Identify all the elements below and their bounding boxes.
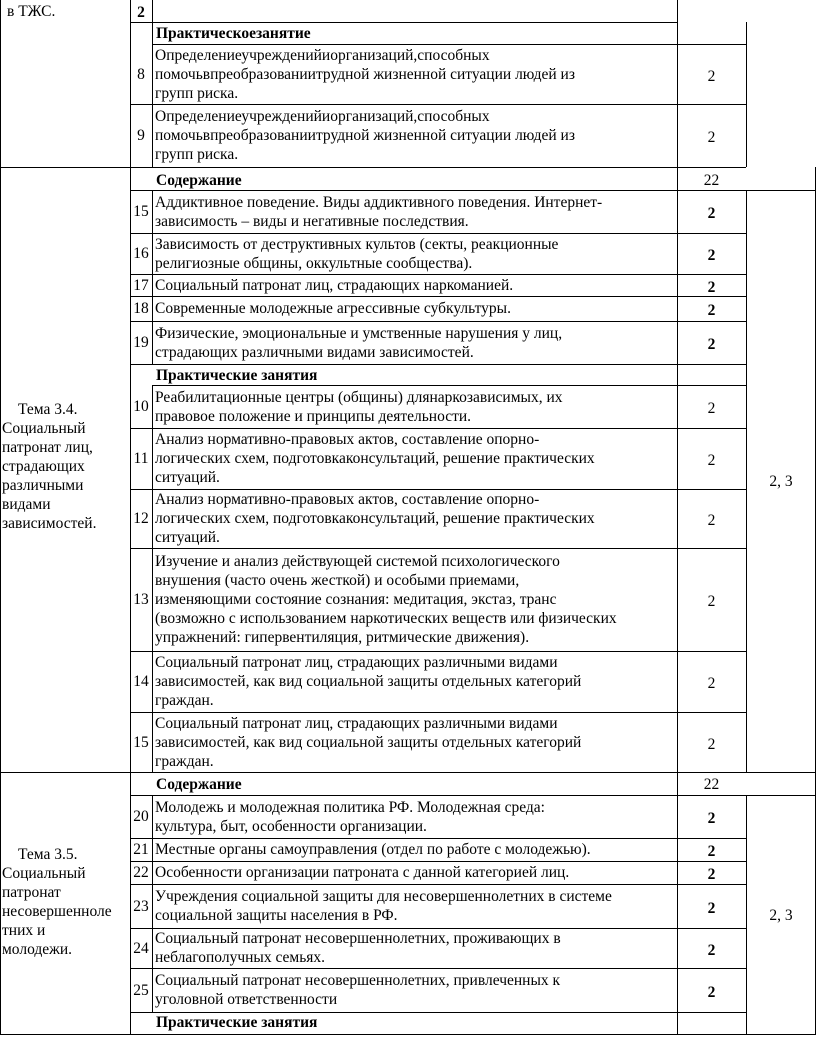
- topic-text: зависимостей, как вид социальной защиты отдельных категорий: [155, 733, 582, 751]
- hours-value: 2: [707, 512, 716, 529]
- table-border: [0, 167, 1, 772]
- topic-text: Современные молодежные агрессивные субкультуры.: [155, 300, 511, 317]
- theme-title: видами: [2, 496, 51, 513]
- practical-heading: Практические занятия: [156, 367, 318, 384]
- theme-continuation: в ТЖС.: [7, 3, 56, 20]
- topic-text: Определениеучрежденийиорганизаций,способных: [155, 46, 490, 64]
- topic-text: зависимость – виды и негативные последствия.: [155, 212, 469, 230]
- topic-text: логических схем, подготовкаконсультаций, решение практических: [155, 450, 595, 467]
- theme-title: Тема 3.5.: [18, 846, 78, 863]
- topic-text: Реабилитационные центры (общины) длянаркозависимых, их: [155, 388, 563, 406]
- hours-value: 2: [707, 129, 716, 146]
- topic-number: 16: [133, 245, 149, 262]
- hours-value: 2: [707, 675, 716, 692]
- table-border: [130, 167, 746, 168]
- topic-text: Социальный патронат лиц, страдающих различными видами: [155, 654, 558, 671]
- table-border: [152, 190, 153, 364]
- content-heading: Содержание: [156, 172, 242, 189]
- hours-value: 2: [707, 67, 716, 85]
- topic-text: Особенности организации патроната с данной категорией лиц.: [155, 864, 570, 881]
- theme-title: патронат: [2, 884, 61, 901]
- table-border: [130, 651, 746, 652]
- topic-text: неблагополучных семьях.: [155, 949, 326, 966]
- hours-value: 2: [707, 735, 716, 753]
- theme-title: Социальный: [2, 420, 86, 437]
- theme-title: Социальный: [2, 865, 86, 882]
- topic-text: Учреждения социальной защиты для несовершеннолетних в системе: [155, 888, 612, 905]
- topic-text: культура, быт, особенности организации.: [155, 817, 427, 835]
- topic-text: Социальный патронат лиц, страдающих различными видами: [155, 714, 558, 732]
- topic-text: Анализ нормативно-правовых актов, составление опорно-: [155, 491, 540, 508]
- topic-text: внушения (часто очень жесткой) и особыми приемами,: [155, 572, 520, 589]
- table-border: [152, 385, 153, 772]
- topic-number: 23: [133, 897, 149, 915]
- theme-title: молодежи.: [2, 941, 73, 958]
- competence-level: 2, 3: [769, 473, 793, 490]
- topic-number: 24: [133, 939, 149, 957]
- hours-value: 2: [707, 810, 716, 827]
- table-border: [130, 428, 746, 429]
- topic-text: (возможно с использованием наркотических веществ или физических: [155, 610, 617, 627]
- table-border: [130, 968, 746, 969]
- table-border: [0, 772, 1, 1035]
- topic-number: 9: [137, 127, 145, 144]
- hours-value: 2: [707, 400, 716, 417]
- topic-number: 13: [133, 591, 149, 608]
- table-border: [0, 1034, 816, 1035]
- theme-title: тних и: [2, 922, 46, 939]
- topic-text: упражнений: гипервентиляция, ритмические движения).: [155, 629, 530, 646]
- hours-value: 2: [707, 302, 716, 319]
- topic-number: 19: [133, 334, 149, 351]
- hours-value: 2: [707, 843, 716, 860]
- theme-title: несовершенноле: [2, 903, 112, 920]
- theme-title: Тема 3.4.: [18, 401, 78, 418]
- topic-text: Социальный патронат лиц, страдающих наркоманией.: [155, 276, 514, 294]
- hours-value: 2: [707, 899, 716, 917]
- topic-text: религиозные общины, оккультные сообщества).: [155, 254, 473, 272]
- table-border: [152, 385, 746, 386]
- hours-value: 2: [707, 205, 716, 222]
- table-border: [130, 548, 746, 549]
- table-border: [130, 22, 677, 23]
- topic-number: 22: [133, 864, 149, 881]
- topic-text: Изучение и анализ действующей системой психологического: [155, 553, 560, 570]
- topic-text: помочьвпреобразованиитрудной жизненной ситуации людей из: [155, 65, 575, 83]
- table-border: [0, 167, 130, 168]
- topic-number: 8: [137, 65, 145, 83]
- hours-value: 2: [707, 866, 716, 883]
- topic-text: уголовной ответственности: [155, 991, 338, 1008]
- content-heading: Содержание: [156, 776, 242, 793]
- topic-text: ситуаций.: [155, 529, 220, 546]
- practical-heading: Практическоезанятие: [156, 25, 311, 42]
- topic-text: Анализ нормативно-правовых актов, составление опорно-: [155, 431, 540, 448]
- theme-title: патронат лиц,: [2, 439, 93, 456]
- topic-text: логических схем, подготовкаконсультаций, решение практических: [155, 510, 595, 527]
- table-border: [152, 0, 153, 167]
- topic-number: 17: [133, 276, 149, 294]
- theme-title: зависимостей.: [2, 515, 97, 532]
- competence-level: 2, 3: [769, 907, 793, 924]
- hours-value: 2: [707, 247, 716, 264]
- hours-value: 2: [137, 4, 145, 21]
- topic-text: граждан.: [155, 752, 214, 770]
- table-border: [130, 321, 746, 322]
- practical-heading: Практические занятия: [156, 1014, 318, 1031]
- topic-number: 15: [133, 203, 149, 220]
- topic-text: зависимостей, как вид социальной защиты отдельных категорий: [155, 673, 582, 690]
- topic-text: Социальный патронат несовершеннолетних, привлеченных к: [155, 972, 561, 989]
- table-border: [130, 364, 746, 365]
- table-border: [130, 104, 746, 105]
- topic-number: 15: [133, 733, 149, 751]
- theme-title: страдающих: [2, 458, 85, 475]
- table-border: [152, 795, 153, 1012]
- hours-value: 2: [707, 593, 716, 610]
- topic-text: ситуаций.: [155, 469, 220, 486]
- topic-text: Социальный патронат несовершеннолетних, проживающих в: [155, 930, 561, 947]
- hours-value: 2: [707, 452, 716, 469]
- table-border: [130, 838, 746, 839]
- topic-text: изменяющими состояние сознания: медитация, экстаз, транс: [155, 591, 557, 608]
- topic-number: 20: [133, 808, 149, 825]
- topic-text: Молодежь и молодежная политика РФ. Молодежная среда:: [155, 798, 545, 816]
- table-border: [0, 0, 1, 167]
- table-border: [746, 22, 747, 167]
- topic-number: 10: [133, 398, 149, 415]
- hours-total: 22: [703, 776, 720, 793]
- topic-number: 11: [133, 450, 149, 467]
- hours-value: 2: [707, 336, 716, 353]
- table-border: [130, 190, 816, 191]
- table-border: [0, 772, 816, 773]
- topic-text: групп риска.: [155, 146, 239, 163]
- table-border: [130, 296, 746, 297]
- topic-text: Местные органы самоуправления (отдел по работе с молодежью).: [155, 841, 591, 858]
- hours-total: 22: [703, 172, 720, 189]
- topic-text: Аддиктивное поведение. Виды аддиктивного поведения. Интернет-: [155, 193, 603, 211]
- topic-text: правовое положение и принципы деятельности.: [155, 407, 472, 425]
- topic-text: социальной защиты населения в РФ.: [155, 907, 398, 924]
- hours-value: 2: [707, 941, 716, 959]
- table-border: [130, 795, 816, 796]
- topic-text: Определениеучрежденийиорганизаций,способных: [155, 108, 490, 125]
- topic-text: Зависимость от деструктивных культов (секты, реакционные: [155, 235, 559, 253]
- table-border: [130, 884, 746, 885]
- topic-number: 12: [133, 510, 149, 527]
- topic-text: страдающих различными видами зависимостей.: [155, 343, 474, 361]
- topic-number: 18: [133, 300, 149, 317]
- hours-value: 2: [707, 983, 716, 1001]
- topic-text: помочьвпреобразованиитрудной жизненной ситуации людей из: [155, 127, 575, 144]
- topic-number: 14: [133, 673, 149, 690]
- topic-text: групп риска.: [155, 84, 239, 102]
- topic-text: граждан.: [155, 692, 214, 709]
- hours-value: 2: [707, 278, 716, 296]
- topic-number: 21: [133, 841, 149, 858]
- table-border: [130, 861, 746, 862]
- topic-text: Физические, эмоциональные и умственные нарушения у лиц,: [155, 324, 563, 342]
- topic-number: 25: [133, 981, 149, 999]
- theme-title: различными: [2, 477, 84, 494]
